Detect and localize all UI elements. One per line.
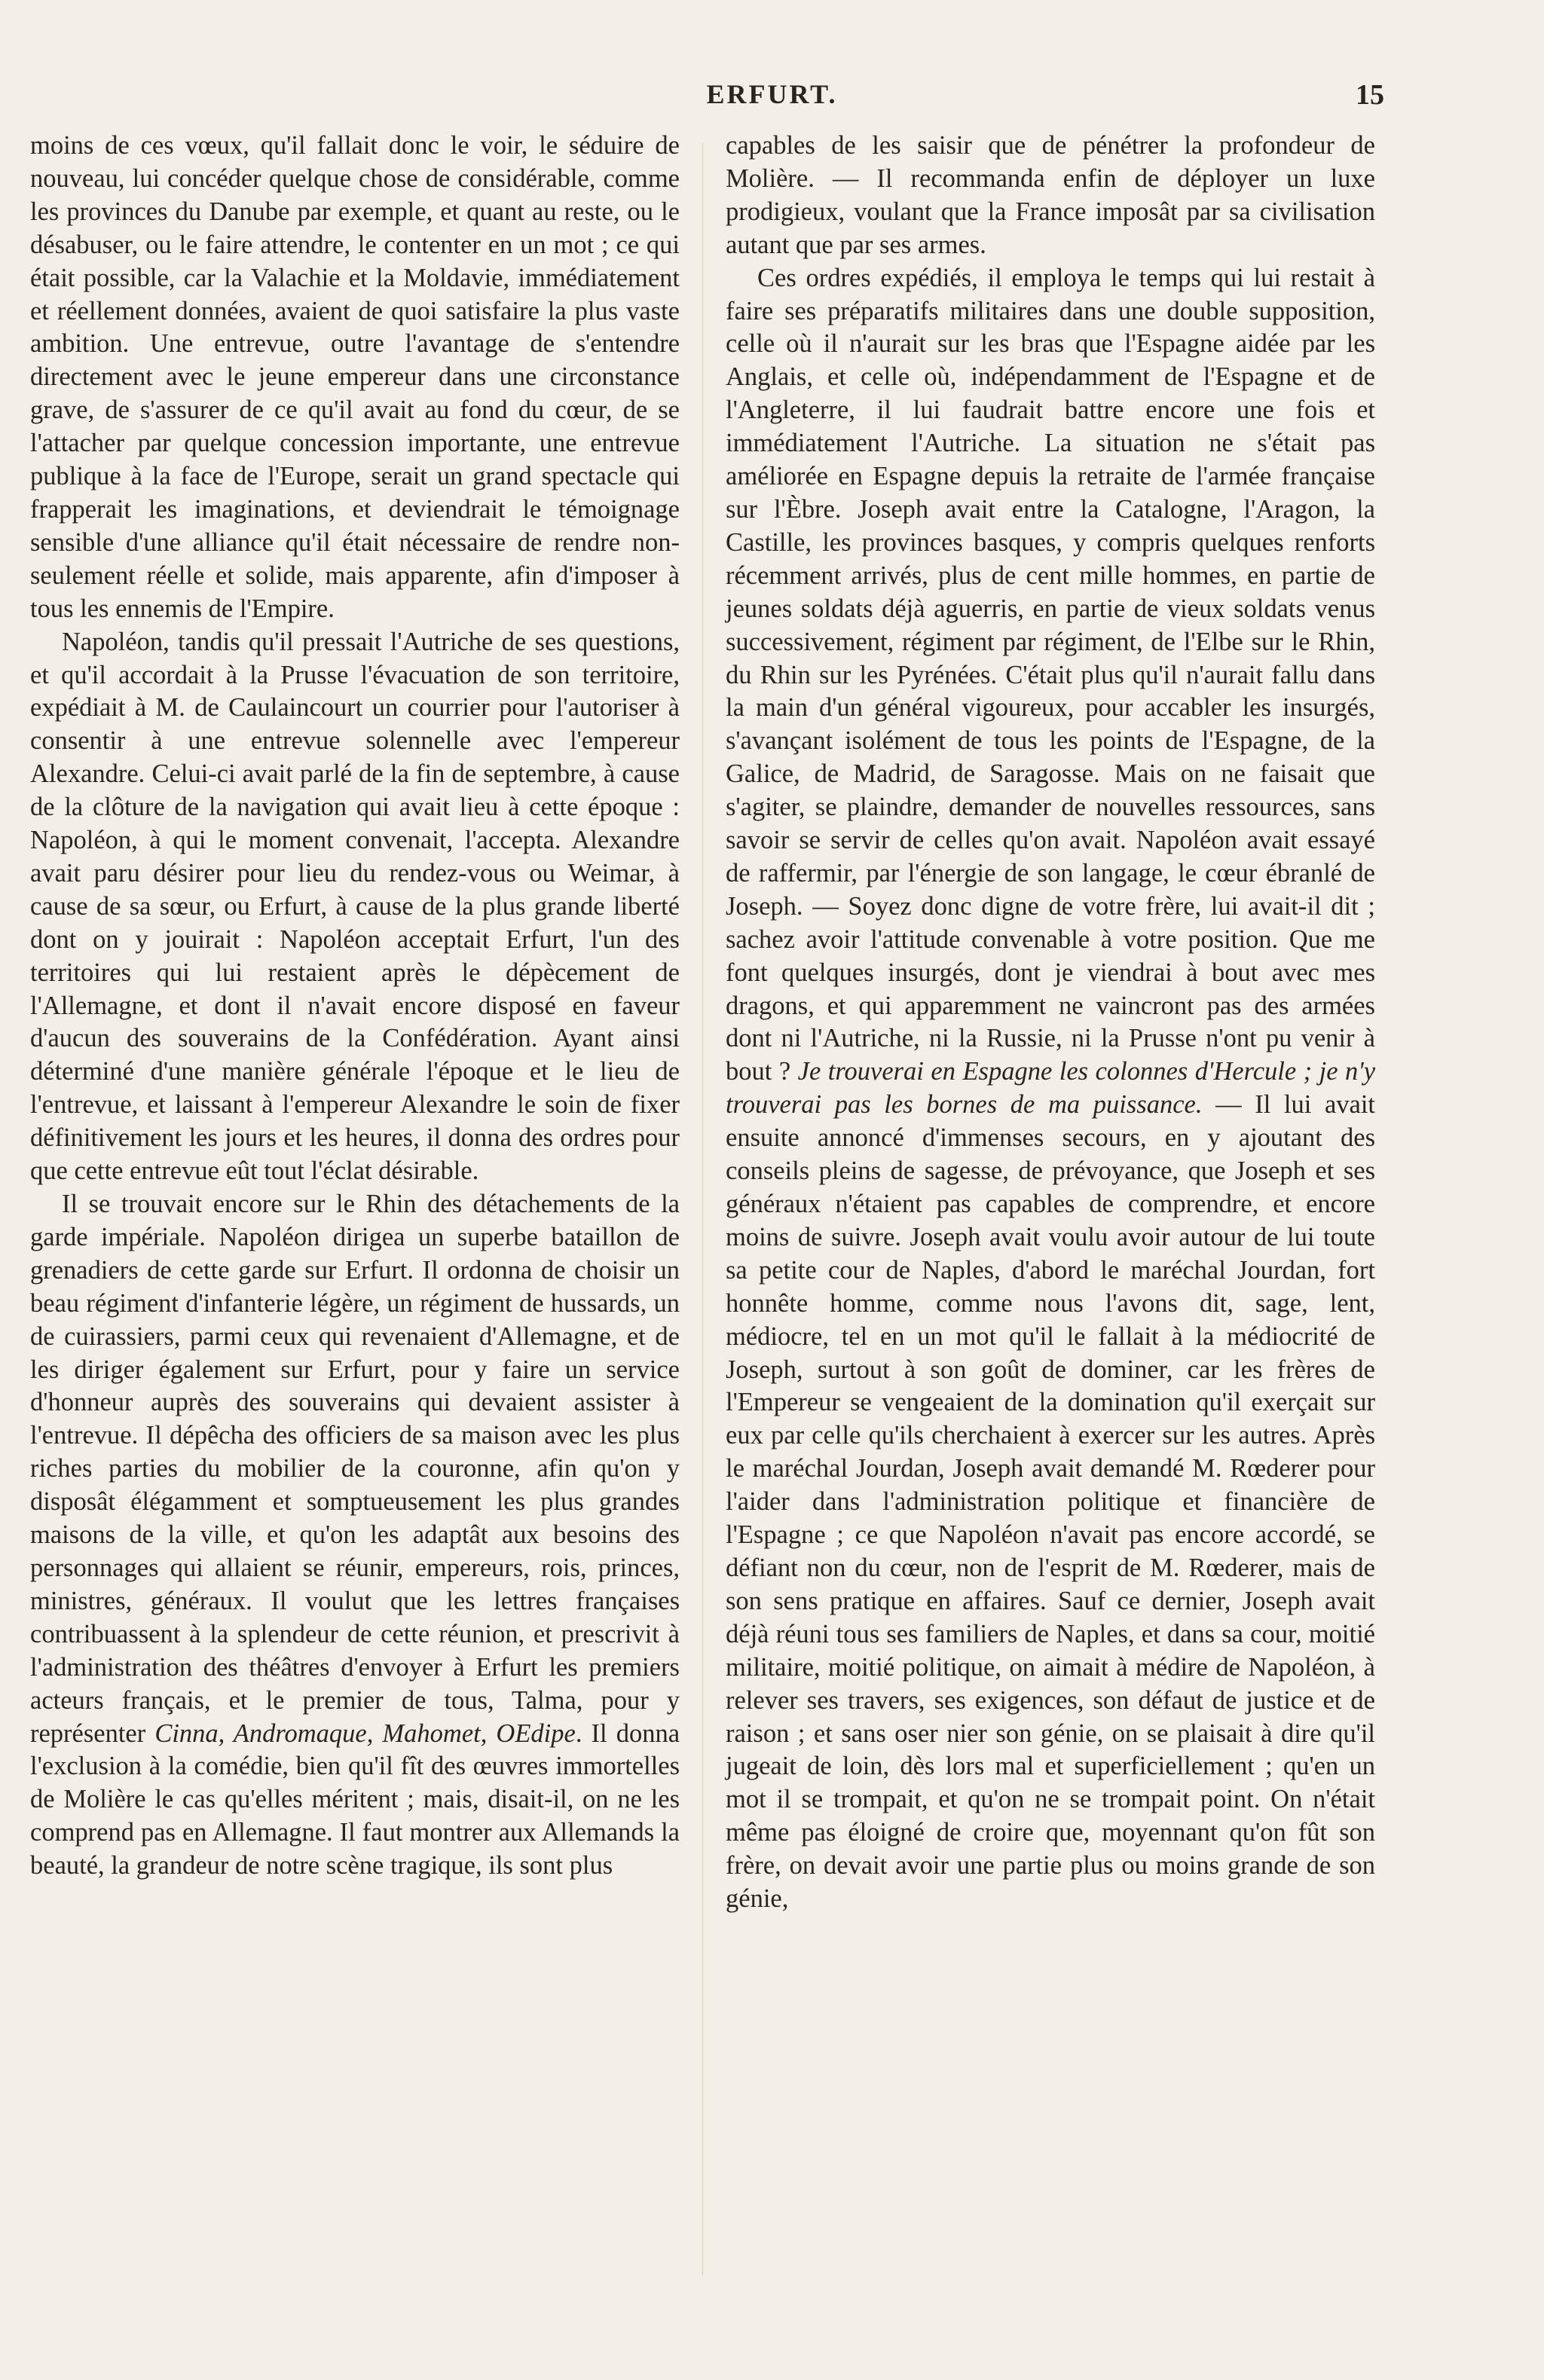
italic-text: Cinna, Andromaque, Mahomet, OEdipe: [154, 1719, 576, 1748]
text-run: capables de les saisir que de pénétrer la profondeur de Molière. — Il recommanda enfin de déployer un luxe prodigieux, voulant que la France imposât par sa civilisation autant que par ses armes.: [726, 131, 1375, 259]
column-divider: [702, 143, 703, 2275]
italic-text: Je trouverai en Espagne les colonnes d'Hercule ; je n'y trouverai pas les bornes de ma puissance.: [726, 1057, 1376, 1120]
text-run: moins de ces vœux, qu'il fallait donc le voir, le séduire de nouveau, lui concéder quelque chose de considérable, comme les provinces du Danube par exemple, et quant au reste, ou le désabuser, ou le faire attendre, le contenter en un mot ; ce qui était possible, car la Valachie et la Moldavie, immédiatement et réellement données, avaient de quoi satisfaire la plus vaste ambition. Une entrevue, outre l'avantage de s'entendre directement avec le jeune empereur dans une circonstance grave, de s'assurer de ce qu'il avait au fond du cœur, de se l'attacher par quelque concession importante, une entrevue publique à la face de l'Europe, serait un grand spectacle qui frapperait les imaginations, et deviendrait le témoignage sensible d'une alliance qu'il était nécessaire de rendre non-seulement réelle et solide, mais apparente, afin d'imposer à tous les ennemis de l'Empire.: [30, 131, 680, 623]
paragraph: [30, 626, 680, 1188]
running-title: ERFURT.: [706, 79, 838, 109]
text-run: Il se trouvait encore sur le Rhin des détachements de la garde impériale. Napoléon dirigea un superbe bataillon de grenadiers de cette garde sur Erfurt. Il ordonna de choisir un beau régiment d'infanterie légère, un régiment de hussards, un de cuirassiers, parmi ceux qui revenaient d'Allemagne, et de les diriger également sur Erfurt, pour y faire un service d'honneur auprès des souverains qui devaient assister à l'entrevue. Il dépêcha des officiers de sa maison avec les plus riches parties du mobilier de la couronne, afin qu'on y disposât élégamment et somptueusement les plus grandes maisons de la ville, et qu'on les adaptât aux besoins des personnages qui allaient se réunir, empereurs, rois, princes, ministres, généraux. Il voulut que les lettres françaises contribuassent à la splendeur de cette réunion, et prescrivit à l'administration des théâtres d'envoyer à Erfurt les premiers acteurs français, et le premier de tous, Talma, pour y représenter: [30, 1190, 680, 1748]
text-run: . Il donna l'exclusion à la comédie, bien qu'il fît des œuvres immortelles de Molière le cas qu'elles méritent ; mais, disait-il, on ne les comprend pas en Allemagne. Il faut montrer aux Allemands la beauté, la grandeur de notre scène tragique, ils sont plus: [30, 1719, 680, 1880]
paragraph: [30, 130, 680, 626]
paragraph: [726, 262, 1375, 1916]
text-run: — Il lui avait ensuite annoncé d'immenses secours, en y ajoutant des conseils pleins de sagesse, de prévoyance, que Joseph et ses généraux n'étaient pas capables de comprendre, et encore moins de suivre. Joseph avait voulu avoir autour de lui toute sa petite cour de Naples, d'abord le maréchal Jourdan, fort honnête homme, comme nous l'avons dit, sage, lent, médiocre, tel en un mot qu'il le fallait à la médiocrité de Joseph, surtout à son goût de dominer, car les frères de l'Empereur se vengeaient de la domination qu'il exerçait sur eux par celle qu'ils cherchaient à exercer sur les autres. Après le maréchal Jourdan, Joseph avait demandé M. Rœderer pour l'aider dans l'administration politique et financière de l'Espagne ; ce que Napoléon n'avait pas encore accordé, se défiant non du cœur, non de l'esprit de M. Rœderer, mais de son sens pratique en affaires. Sauf ce dernier, Joseph avait déjà réuni tous ses familiers de Naples, et dans sa cour, moitié militaire, moitié politique, on aimait à médire de Napoléon, à relever ses travers, ses exigences, son défaut de justice et de raison ; et sans oser nier son génie, on se plaisait à dire qu'il jugeait de loin, dès lors mal et superficiellement ; qu'en un mot il se trompait, et qu'on ne se trompait point. On n'était même pas éloigné de croire que, moyennant qu'on fût son frère, on devait avoir une partie plus ou moins grande de son génie,: [726, 1090, 1375, 1914]
text-run: Napoléon, tandis qu'il pressait l'Autriche de ses questions, et qu'il accordait à la Prusse l'évacuation de son territoire, expédiait à M. de Caulaincourt un courrier pour l'autoriser à consentir à une entrevue solennelle avec l'empereur Alexandre. Celui-ci avait parlé de la fin de septembre, à cause de la clôture de la navigation qui avait lieu à cette époque : Napoléon, à qui le moment convenait, l'accepta. Alexandre avait paru désirer pour lieu du rendez-vous ou Weimar, à cause de sa sœur, ou Erfurt, à cause de la plus grande liberté dont on y jouirait : Napoléon acceptait Erfurt, l'un des territoires qui lui restaient après le dépècement de l'Allemagne, et dont il n'avait encore disposé en faveur d'aucun des souverains de la Confédération. Ayant ainsi déterminé d'une manière générale l'époque et le lieu de l'entrevue, et laissant à l'empereur Alexandre le soin de fixer définitivement les jours et les heures, il donna des ordres pour que cette entrevue eût tout l'éclat désirable.: [30, 627, 680, 1186]
text-run: Ces ordres expédiés, il employa le temps qui lui restait à faire ses préparatifs militaires dans une double supposition, celle où il n'aurait sur les bras que l'Espagne aidée par les Anglais, et celle où, indépendamment de l'Espagne et de l'Angleterre, il lui faudrait battre encore une fois et immédiatement l'Autriche. La situation ne s'était pas améliorée en Espagne depuis la retraite de l'armée française sur l'Èbre. Joseph avait entre la Catalogne, l'Aragon, la Castille, les provinces basques, y compris quelques renforts récemment arrivés, plus de cent mille hommes, en partie de jeunes soldats déjà aguerris, en partie de vieux soldats venus successivement, régiment par régiment, de l'Elbe sur le Rhin, du Rhin sur les Pyrénées. C'était plus qu'il n'aurait fallu dans la main d'un général vigoureux, pour accabler les insurgés, s'avançant isolément de tous les points de l'Espagne, de la Galice, de Madrid, de Saragosse. Mais on ne faisait que s'agiter, se plaindre, demander de nouvelles ressources, sans savoir se servir de celles qu'on avait. Napoléon avait essayé de raffermir, par l'énergie de son langage, le cœur ébranlé de Joseph. — Soyez donc digne de votre frère, lui avait-il dit ; sachez avoir l'attitude convenable à votre position. Que me font quelques insurgés, dont je viendrai à bout avec mes dragons, et qui apparemment ne vaincront pas des armées dont ni l'Autriche, ni la Russie, ni la Prusse n'ont pu venir à bout ?: [726, 263, 1375, 1086]
page-header: [0, 72, 1544, 125]
paragraph: [726, 130, 1375, 262]
paragraph: [30, 1188, 680, 1883]
right-text-column: [726, 130, 1375, 1916]
page-number: 15: [1356, 79, 1384, 111]
left-text-column: [30, 130, 680, 1883]
